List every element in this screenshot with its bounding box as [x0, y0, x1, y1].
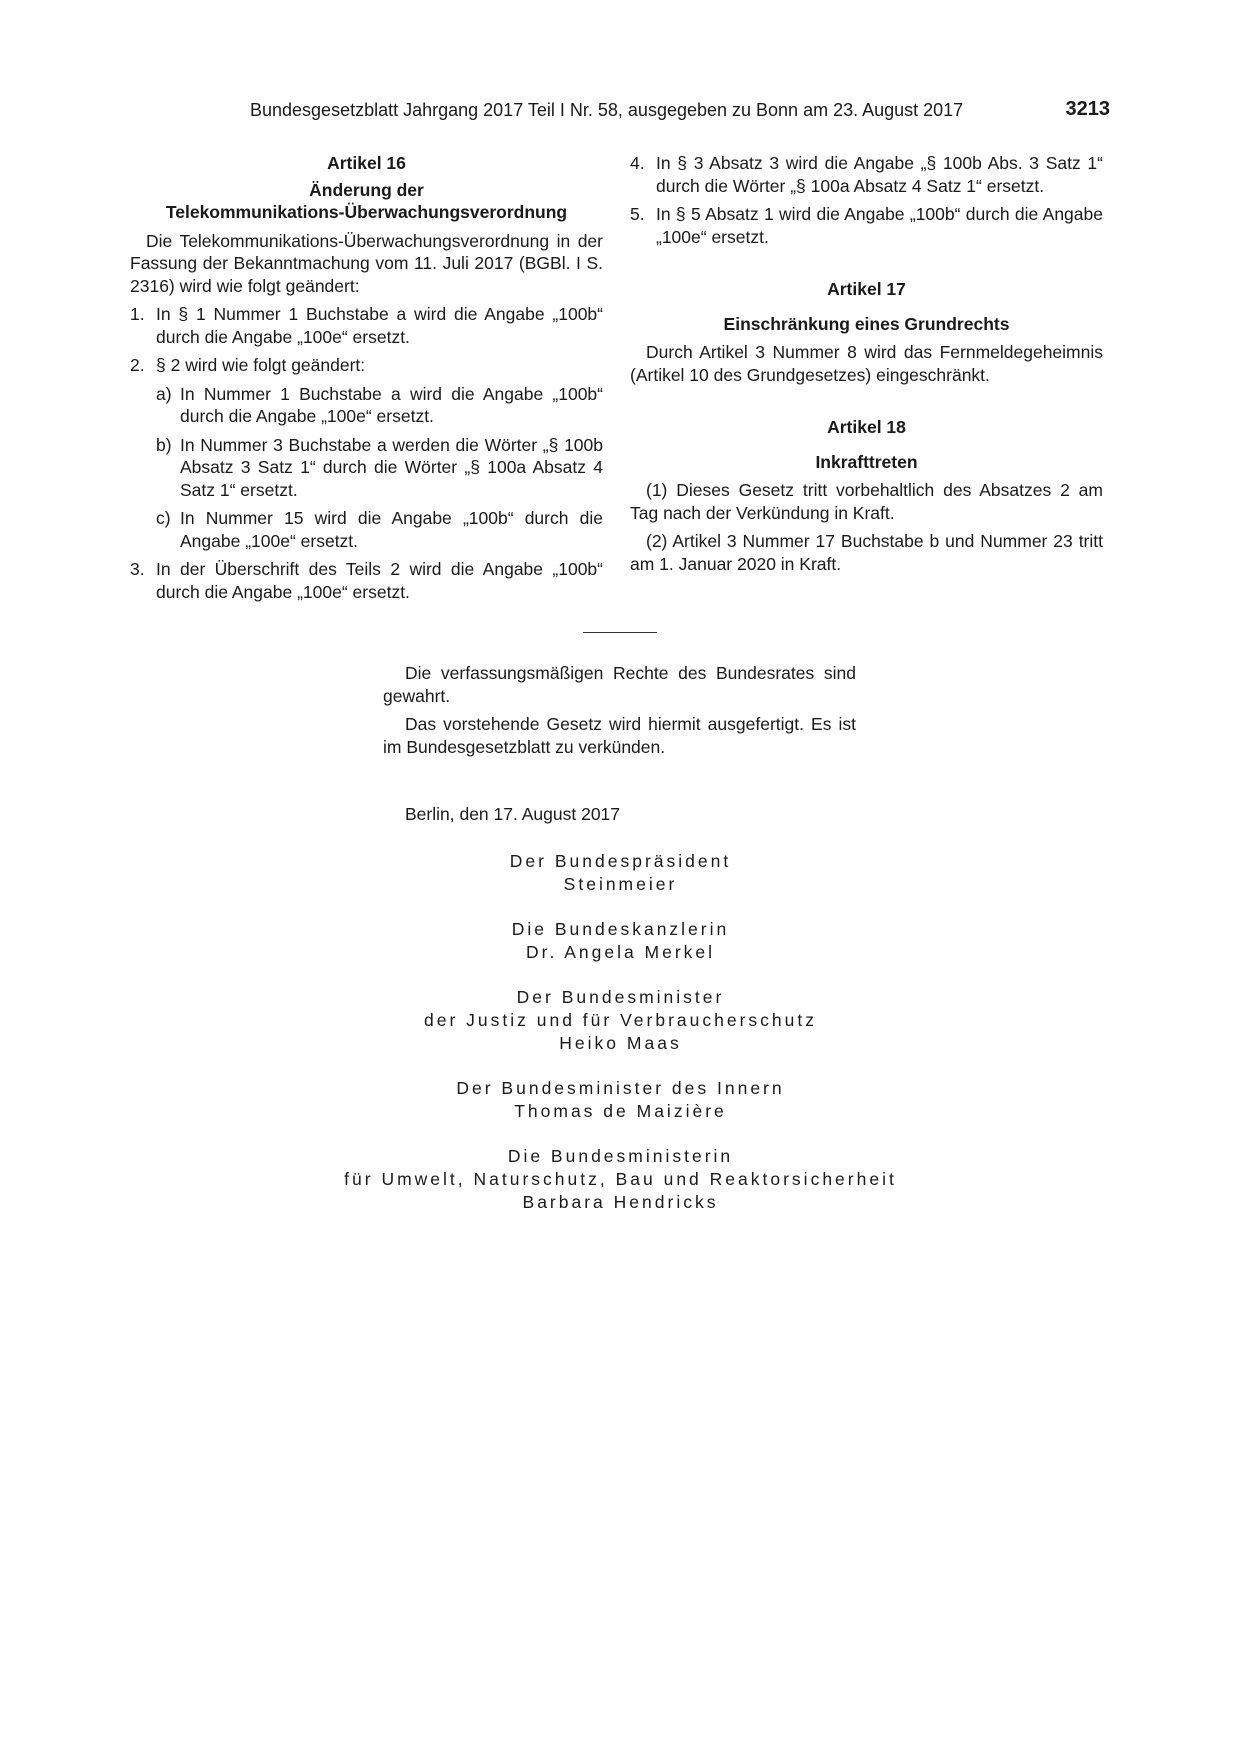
subitem-text: In Nummer 3 Buchstabe a werden die Wörter „§ 100b Absatz 3 Satz 1“ durch die Wörter „§ 100a Absatz 4 Satz 1“ ersetzt.: [180, 434, 603, 500]
article-16-subtitle: [130, 179, 603, 224]
article-17-subtitle: Einschränkung eines Grundrechts: [723, 313, 1010, 334]
page-header: [250, 100, 1110, 126]
right-column: [630, 152, 1103, 581]
article-17-title: Artikel 17: [827, 279, 906, 299]
closing-formula: [383, 662, 856, 764]
sub-list-item: [156, 507, 603, 552]
signatory-title-line2: für Umwelt, Naturschutz, Bau und Reaktorsicherheit: [344, 1169, 897, 1189]
signatory-title: Die Bundesministerin: [507, 1146, 734, 1166]
sub-list-item: [156, 383, 603, 428]
article-16-subtitle-line2: Telekommunikations-Überwachungsverordnung: [165, 202, 568, 222]
signatory-name: Thomas de Maizière: [514, 1101, 727, 1121]
signatory-chancellor: [0, 918, 1241, 964]
article-16-title: Artikel 16: [327, 153, 406, 173]
subitem-text: In Nummer 15 wird die Angabe „100b“ durch die Angabe „100e“ ersetzt.: [180, 508, 603, 551]
item-number: 3.: [130, 559, 145, 579]
section-divider: [583, 632, 657, 633]
subitem-text: In Nummer 1 Buchstabe a wird die Angabe „100b“ durch die Angabe „100e“ ersetzt.: [180, 383, 603, 426]
closing-para1: Die verfassungsmäßigen Rechte des Bundesrates sind gewahrt.: [383, 663, 856, 706]
place-date: Berlin, den 17. August 2017: [405, 804, 621, 824]
signatory-title: Der Bundesminister: [516, 987, 725, 1007]
subitem-letter: c): [156, 508, 171, 528]
article-18-subtitle: Inkrafttreten: [815, 451, 918, 472]
list-item: [130, 558, 603, 603]
item-number: 5.: [630, 204, 645, 224]
signatory-name: Heiko Maas: [559, 1033, 682, 1053]
item-text: In der Überschrift des Teils 2 wird die Angabe „100b“ durch die Angabe „100e“ ersetzt.: [156, 559, 603, 602]
subitem-letter: a): [156, 383, 172, 404]
signatory-name: Dr. Angela Merkel: [525, 942, 716, 962]
sub-list-item: [156, 434, 603, 502]
item-number: 2.: [130, 355, 145, 375]
item-number: 4.: [630, 153, 645, 173]
item-number: 1.: [130, 304, 145, 324]
article-17-text: Durch Artikel 3 Nummer 8 wird das Fernmeldegeheimnis (Artikel 10 des Grundgesetzes) eingeschränkt.: [630, 342, 1103, 385]
item-text: § 2 wird wie folgt geändert:: [156, 355, 366, 375]
list-item: [630, 152, 1103, 197]
signatory-interior-minister: [0, 1077, 1241, 1123]
signatory-title: Der Bundespräsident: [509, 851, 732, 871]
signatory-environment-minister: [0, 1145, 1241, 1214]
signatory-title: Die Bundeskanzlerin: [511, 919, 730, 939]
article-18-title: Artikel 18: [827, 417, 906, 437]
left-column: [130, 152, 603, 609]
signatory-title: Der Bundesminister des Innern: [456, 1078, 785, 1098]
signatory-name: Barbara Hendricks: [522, 1192, 719, 1212]
article-18-para1: (1) Dieses Gesetz tritt vorbehaltlich des Absatzes 2 am Tag nach der Verkündung in Kraft.: [630, 480, 1103, 523]
signatory-president: [0, 850, 1241, 896]
item-text: In § 5 Absatz 1 wird die Angabe „100b“ durch die Angabe „100e“ ersetzt.: [656, 204, 1103, 247]
article-18-para2: (2) Artikel 3 Nummer 17 Buchstabe b und Nummer 23 tritt am 1. Januar 2020 in Kraft.: [630, 531, 1103, 574]
article-16-subtitle-line1: Änderung der: [309, 179, 424, 200]
article-16-intro: Die Telekommunikations-Überwachungsverordnung in der Fassung der Bekanntmachung vom 11. Juli 2017 (BGBl. I S. 2316) wird wie folgt geändert:: [130, 230, 603, 296]
page-number: 3213: [1065, 98, 1110, 120]
signatory-justice-minister: [0, 986, 1241, 1055]
running-title: Bundesgesetzblatt Jahrgang 2017 Teil I Nr. 58, ausgegeben zu Bonn am 23. August 2017: [250, 100, 964, 120]
list-item: [130, 303, 603, 348]
signature-block: [0, 850, 1241, 1236]
signatory-title-line2: der Justiz und für Verbraucherschutz: [423, 1010, 817, 1030]
subitem-letter: b): [156, 434, 172, 455]
item-text: In § 3 Absatz 3 wird die Angabe „§ 100b Abs. 3 Satz 1“ durch die Wörter „§ 100a Absatz 4 Satz 1“ ersetzt.: [656, 153, 1103, 196]
list-item: [130, 354, 603, 377]
closing-para2: Das vorstehende Gesetz wird hiermit ausgefertigt. Es ist im Bundesgesetzblatt zu verkünden.: [383, 714, 856, 757]
item-text: In § 1 Nummer 1 Buchstabe a wird die Angabe „100b“ durch die Angabe „100e“ ersetzt.: [156, 304, 603, 347]
list-item: [630, 203, 1103, 248]
signatory-name: Steinmeier: [563, 874, 678, 894]
